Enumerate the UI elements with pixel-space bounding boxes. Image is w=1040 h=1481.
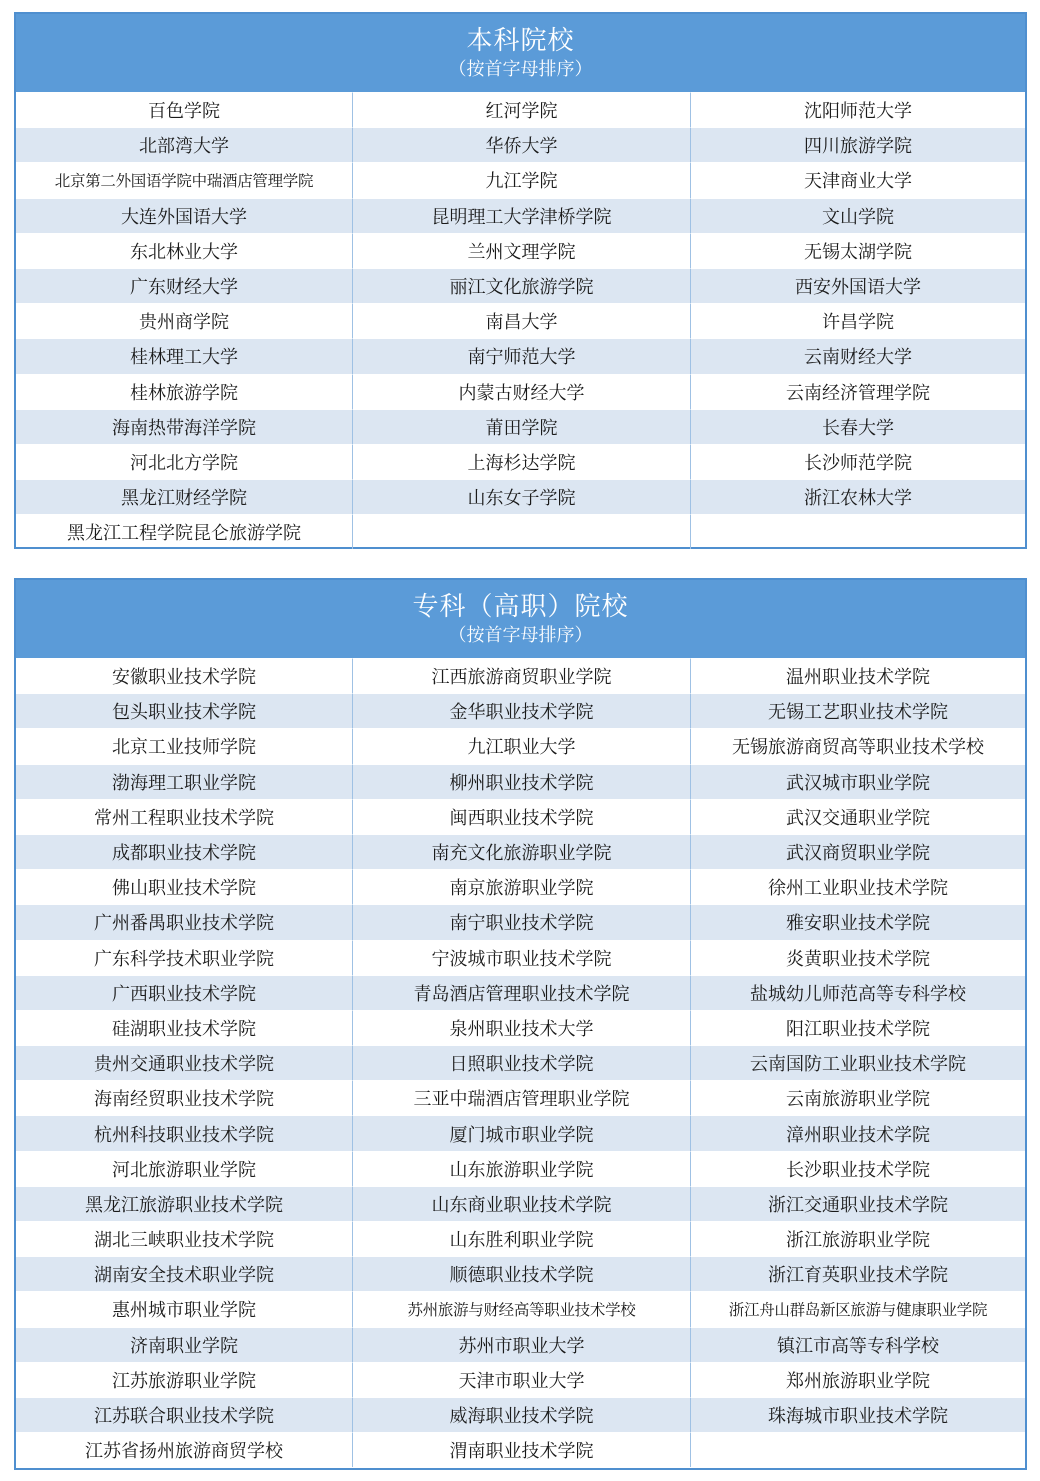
table-cell: 无锡旅游商贸高等职业技术学校 [691, 728, 1025, 763]
table-cell: 南宁职业技术学院 [353, 904, 691, 939]
table-cell: 江苏联合职业技术学院 [16, 1397, 353, 1432]
table-cell: 海南热带海洋学院 [16, 409, 353, 444]
table-cell: 江苏省扬州旅游商贸学校 [16, 1432, 353, 1467]
table-cell: 镇江市高等专科学校 [691, 1327, 1025, 1362]
table-cell: 常州工程职业技术学院 [16, 799, 353, 834]
table-cell: 包头职业技术学院 [16, 693, 353, 728]
table-cell: 宁波城市职业技术学院 [353, 940, 691, 975]
undergraduate-header [16, 14, 1025, 92]
undergraduate-table [14, 12, 1027, 549]
table-cell: 苏州旅游与财经高等职业技术学校 [353, 1291, 691, 1326]
table-cell: 湖北三峡职业技术学院 [16, 1221, 353, 1256]
table-cell: 顺德职业技术学院 [353, 1256, 691, 1291]
table-cell: 柳州职业技术学院 [353, 764, 691, 799]
table-cell: 佛山职业技术学院 [16, 869, 353, 904]
table-cell: 济南职业学院 [16, 1327, 353, 1362]
table-cell: 无锡太湖学院 [691, 233, 1025, 268]
table-cell: 青岛酒店管理职业技术学院 [353, 975, 691, 1010]
table-cell: 惠州城市职业学院 [16, 1291, 353, 1326]
table-cell: 浙江舟山群岛新区旅游与健康职业学院 [691, 1291, 1025, 1326]
table-cell: 九江学院 [353, 162, 691, 197]
table-cell: 海南经贸职业技术学院 [16, 1080, 353, 1115]
vocational-subtitle: （按首字母排序） [448, 625, 593, 646]
table-cell: 阳江职业技术学院 [691, 1010, 1025, 1045]
table-cell: 江西旅游商贸职业学院 [353, 658, 691, 693]
table-cell: 厦门城市职业学院 [353, 1115, 691, 1150]
table-cell: 南充文化旅游职业学院 [353, 834, 691, 869]
table-cell: 红河学院 [353, 92, 691, 127]
table-cell: 贵州商学院 [16, 303, 353, 338]
table-cell: 南昌大学 [353, 303, 691, 338]
table-cell: 山东旅游职业学院 [353, 1151, 691, 1186]
table-cell: 无锡工艺职业技术学院 [691, 693, 1025, 728]
table-cell: 长沙职业技术学院 [691, 1151, 1025, 1186]
table-cell: 闽西职业技术学院 [353, 799, 691, 834]
table-cell: 江苏旅游职业学院 [16, 1362, 353, 1397]
table-cell: 北京第二外国语学院中瑞酒店管理学院 [16, 162, 353, 197]
vocational-title: 专科（高职）院校 [412, 592, 629, 622]
undergraduate-title: 本科院校 [466, 26, 575, 56]
table-cell: 上海杉达学院 [353, 444, 691, 479]
undergraduate-grid [16, 92, 1025, 549]
table-cell: 苏州市职业大学 [353, 1327, 691, 1362]
table-cell: 云南经济管理学院 [691, 374, 1025, 409]
table-cell: 四川旅游学院 [691, 127, 1025, 162]
table-cell: 昆明理工大学津桥学院 [353, 198, 691, 233]
table-cell [691, 1432, 1025, 1467]
table-cell: 百色学院 [16, 92, 353, 127]
table-cell: 郑州旅游职业学院 [691, 1362, 1025, 1397]
table-cell: 广州番禺职业技术学院 [16, 904, 353, 939]
table-cell: 炎黄职业技术学院 [691, 940, 1025, 975]
table-cell: 浙江旅游职业学院 [691, 1221, 1025, 1256]
table-cell: 漳州职业技术学院 [691, 1115, 1025, 1150]
table-cell: 南京旅游职业学院 [353, 869, 691, 904]
table-cell: 内蒙古财经大学 [353, 374, 691, 409]
vocational-grid [16, 658, 1025, 1467]
table-cell: 桂林旅游学院 [16, 374, 353, 409]
table-cell: 武汉城市职业学院 [691, 764, 1025, 799]
table-cell: 山东女子学院 [353, 479, 691, 514]
table-cell: 金华职业技术学院 [353, 693, 691, 728]
table-cell: 广东科学技术职业学院 [16, 940, 353, 975]
table-cell: 许昌学院 [691, 303, 1025, 338]
table-cell: 威海职业技术学院 [353, 1397, 691, 1432]
table-cell: 西安外国语大学 [691, 268, 1025, 303]
table-cell: 河北北方学院 [16, 444, 353, 479]
table-cell: 贵州交通职业技术学院 [16, 1045, 353, 1080]
table-cell: 东北林业大学 [16, 233, 353, 268]
table-cell: 日照职业技术学院 [353, 1045, 691, 1080]
table-cell: 黑龙江工程学院昆仑旅游学院 [16, 514, 353, 549]
table-cell: 湖南安全技术职业学院 [16, 1256, 353, 1291]
table-cell: 山东胜利职业学院 [353, 1221, 691, 1256]
table-cell: 九江职业大学 [353, 728, 691, 763]
table-cell: 泉州职业技术大学 [353, 1010, 691, 1045]
table-cell: 大连外国语大学 [16, 198, 353, 233]
table-cell: 天津市职业大学 [353, 1362, 691, 1397]
table-cell: 安徽职业技术学院 [16, 658, 353, 693]
table-cell: 硅湖职业技术学院 [16, 1010, 353, 1045]
table-cell: 广东财经大学 [16, 268, 353, 303]
table-cell: 浙江交通职业技术学院 [691, 1186, 1025, 1221]
table-cell: 珠海城市职业技术学院 [691, 1397, 1025, 1432]
table-cell: 武汉商贸职业学院 [691, 834, 1025, 869]
table-cell: 天津商业大学 [691, 162, 1025, 197]
vocational-header [16, 580, 1025, 658]
table-cell: 沈阳师范大学 [691, 92, 1025, 127]
table-cell: 华侨大学 [353, 127, 691, 162]
table-cell: 丽江文化旅游学院 [353, 268, 691, 303]
table-cell: 徐州工业职业技术学院 [691, 869, 1025, 904]
table-cell: 武汉交通职业学院 [691, 799, 1025, 834]
table-cell: 广西职业技术学院 [16, 975, 353, 1010]
table-cell: 成都职业技术学院 [16, 834, 353, 869]
table-cell: 云南旅游职业学院 [691, 1080, 1025, 1115]
table-cell: 桂林理工大学 [16, 338, 353, 373]
table-cell: 莆田学院 [353, 409, 691, 444]
table-cell: 渭南职业技术学院 [353, 1432, 691, 1467]
table-cell: 北京工业技师学院 [16, 728, 353, 763]
undergraduate-subtitle: （按首字母排序） [448, 59, 593, 80]
table-cell: 北部湾大学 [16, 127, 353, 162]
table-cell: 文山学院 [691, 198, 1025, 233]
table-cell: 长沙师范学院 [691, 444, 1025, 479]
table-cell: 渤海理工职业学院 [16, 764, 353, 799]
table-cell: 温州职业技术学院 [691, 658, 1025, 693]
table-cell: 三亚中瑞酒店管理职业学院 [353, 1080, 691, 1115]
table-cell: 长春大学 [691, 409, 1025, 444]
table-cell: 黑龙江旅游职业技术学院 [16, 1186, 353, 1221]
table-cell: 南宁师范大学 [353, 338, 691, 373]
table-cell: 杭州科技职业技术学院 [16, 1115, 353, 1150]
table-cell: 黑龙江财经学院 [16, 479, 353, 514]
table-cell: 河北旅游职业学院 [16, 1151, 353, 1186]
table-cell [691, 514, 1025, 549]
vocational-table [14, 578, 1027, 1470]
table-cell: 雅安职业技术学院 [691, 904, 1025, 939]
table-cell [353, 514, 691, 549]
table-cell: 山东商业职业技术学院 [353, 1186, 691, 1221]
table-cell: 兰州文理学院 [353, 233, 691, 268]
table-cell: 浙江农林大学 [691, 479, 1025, 514]
table-cell: 盐城幼儿师范高等专科学校 [691, 975, 1025, 1010]
table-cell: 云南财经大学 [691, 338, 1025, 373]
table-cell: 浙江育英职业技术学院 [691, 1256, 1025, 1291]
table-cell: 云南国防工业职业技术学院 [691, 1045, 1025, 1080]
